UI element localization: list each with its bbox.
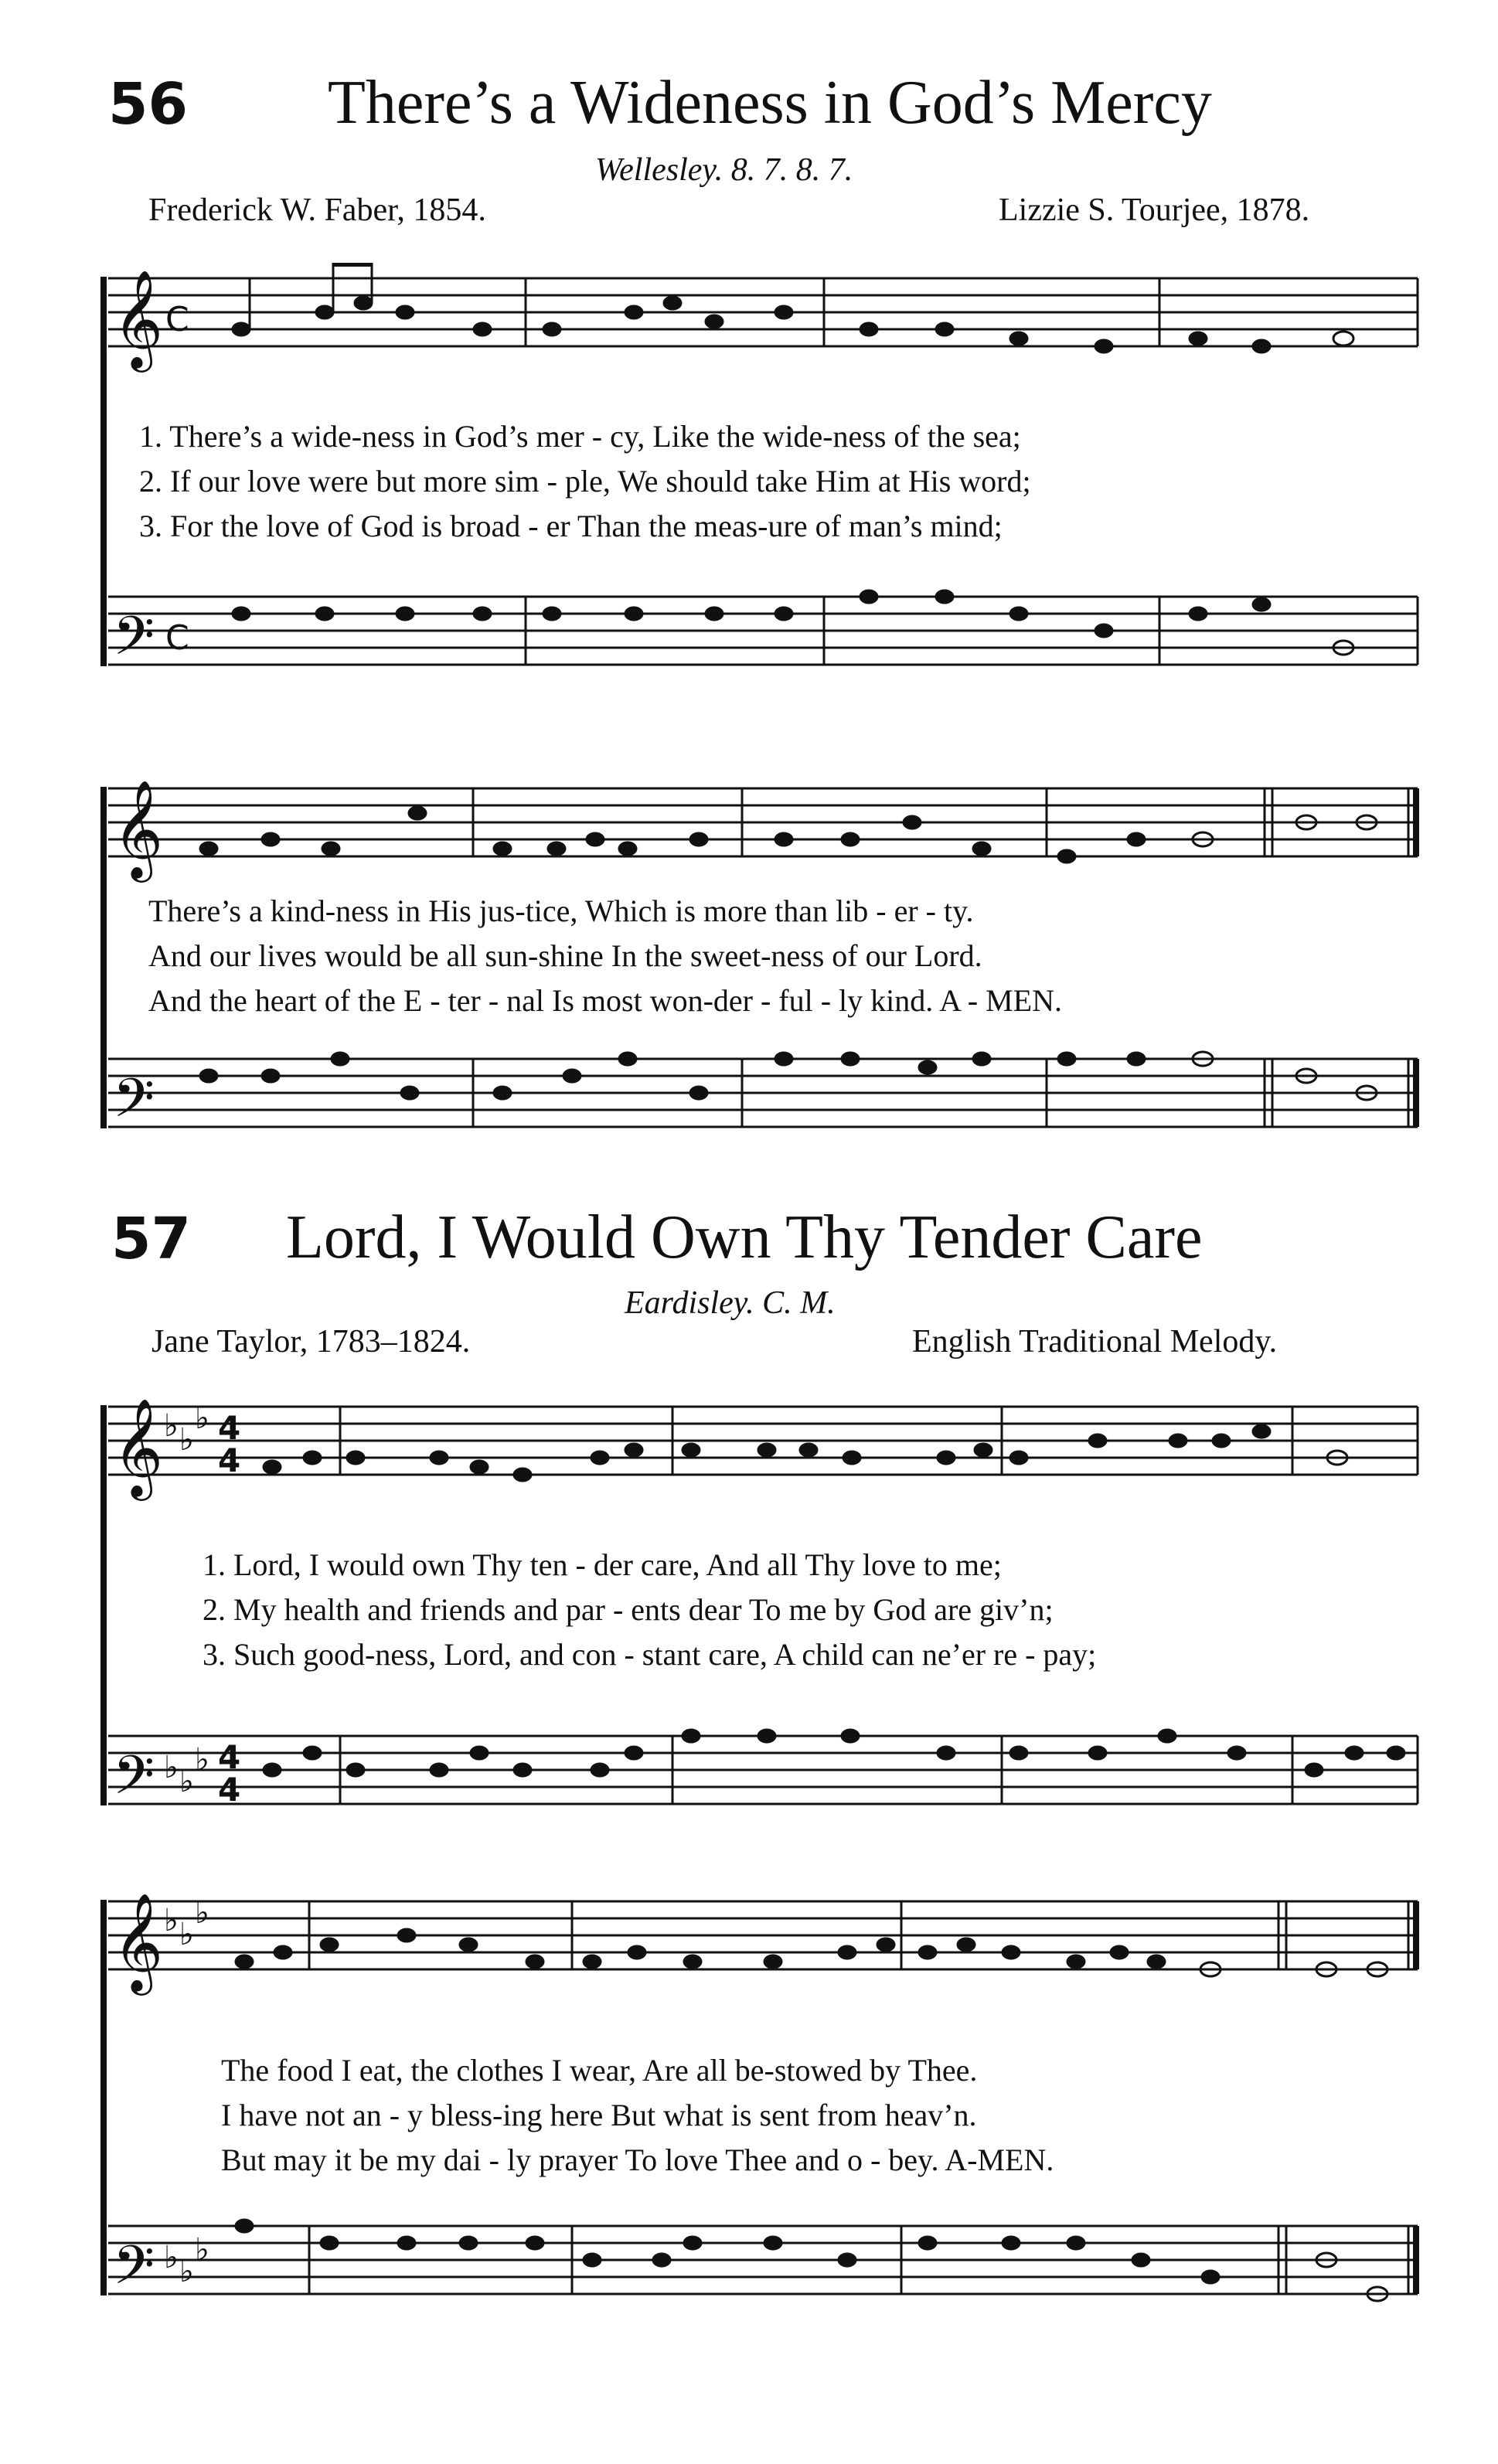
- svg-text:𝄞: 𝄞: [113, 1397, 164, 1496]
- lyric-line: 2. My health and friends and par - ents dear To me by God are giv’n;: [203, 1592, 1054, 1627]
- svg-text:𝄢: 𝄢: [113, 1067, 155, 1142]
- hymn-57-system-1: [0, 1391, 1498, 1855]
- hymn-56-music-by: Lizzie S. Tourjee, 1878.: [999, 192, 1310, 228]
- svg-text:♭: ♭: [195, 1895, 209, 1931]
- svg-text:♭: ♭: [179, 1917, 194, 1952]
- hymn-57-system-1-lyrics: [203, 1543, 1096, 1677]
- lyric-line: 2. If our love were but more sim - ple, We should take Him at His word;: [139, 464, 1031, 499]
- hymn-57-number: 57: [111, 1206, 191, 1272]
- svg-text:♭: ♭: [164, 1903, 179, 1938]
- svg-text:𝄢: 𝄢: [113, 604, 155, 680]
- svg-text:4: 4: [218, 1409, 241, 1447]
- svg-text:4: 4: [218, 1441, 241, 1479]
- hymn-57-tune: Eardisley. C. M.: [625, 1285, 836, 1321]
- hymn-57-title: Lord, I Would Own Thy Tender Care: [286, 1203, 1203, 1271]
- svg-text:♭: ♭: [164, 1750, 179, 1785]
- svg-text:♭: ♭: [179, 1764, 194, 1799]
- svg-text:C: C: [165, 618, 189, 658]
- svg-text:𝄢: 𝄢: [113, 2234, 155, 2309]
- svg-text:♭: ♭: [164, 2240, 179, 2275]
- svg-text:𝄞: 𝄞: [113, 1892, 164, 1991]
- lyric-line: And the heart of the E - ter - nal Is most won-der - ful - ly kind. A - MEN.: [148, 983, 1062, 1018]
- svg-text:𝄞: 𝄞: [113, 269, 164, 368]
- hymn-57-system-2-lyrics: [221, 2048, 1054, 2183]
- hymn-56-tune: Wellesley. 8. 7. 8. 7.: [595, 152, 853, 188]
- hymn-56-system-1: [0, 263, 1498, 757]
- lyric-line: 3. Such good-ness, Lord, and con - stant care, A child can ne’er re - pay;: [203, 1637, 1097, 1672]
- hymn-56-number: 56: [108, 71, 188, 138]
- hymn-57-music-by: English Traditional Melody.: [912, 1324, 1278, 1360]
- lyric-line: And our lives would be all sun-shine In the sweet-ness of our Lord.: [148, 938, 982, 973]
- hymn-56-system-2: [0, 773, 1498, 1175]
- hymn-57-system-2: [0, 1886, 1498, 2442]
- lyric-line: 1. Lord, I would own Thy ten - der care, And all Thy love to me;: [203, 1547, 1002, 1582]
- svg-text:♭: ♭: [195, 1742, 209, 1778]
- svg-text:4: 4: [218, 1738, 241, 1776]
- svg-text:4: 4: [218, 1771, 241, 1809]
- svg-text:𝄞: 𝄞: [113, 779, 164, 878]
- hymn-56-system-1-lyrics: [139, 414, 1031, 549]
- lyric-line: I have not an - y bless-ing here But what is sent from heav’n.: [221, 2098, 977, 2132]
- hymn-56-title: There’s a Wideness in God’s Mercy: [328, 69, 1212, 137]
- lyric-line: The food I eat, the clothes I wear, Are all be-stowed by Thee.: [221, 2053, 978, 2088]
- svg-text:𝄢: 𝄢: [113, 1744, 155, 1819]
- svg-text:♭: ♭: [195, 1400, 209, 1436]
- lyric-line: But may it be my dai - ly prayer To love Thee and o - bey. A-MEN.: [221, 2142, 1054, 2177]
- lyric-line: 1. There’s a wide-ness in God’s mer - cy, Like the wide-ness of the sea;: [139, 419, 1021, 454]
- svg-text:♭: ♭: [195, 2232, 209, 2268]
- svg-text:C: C: [165, 300, 189, 339]
- svg-text:♭: ♭: [164, 1408, 179, 1444]
- hymn-56-words-by: Frederick W. Faber, 1854.: [148, 192, 486, 228]
- svg-text:♭: ♭: [179, 2254, 194, 2289]
- lyric-line: 3. For the love of God is broad - er Than the meas-ure of man’s mind;: [139, 509, 1003, 543]
- hymn-56-system-2-lyrics: [148, 889, 1062, 1023]
- lyric-line: There’s a kind-ness in His jus-tice, Which is more than lib - er - ty.: [148, 893, 974, 928]
- svg-text:♭: ♭: [179, 1422, 194, 1458]
- hymn-57-words-by: Jane Taylor, 1783–1824.: [152, 1324, 471, 1360]
